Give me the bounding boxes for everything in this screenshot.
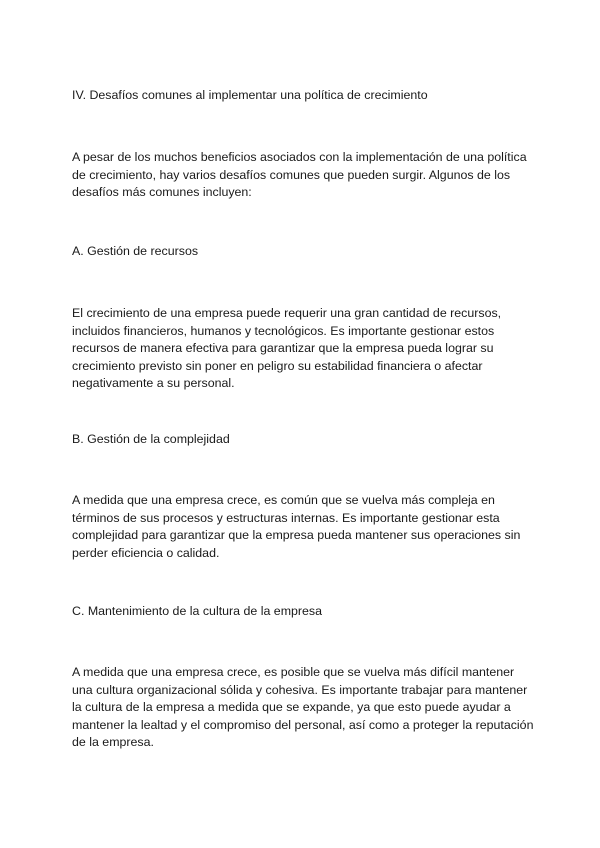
subsection-heading-b: B. Gestión de la complejidad: [72, 432, 230, 446]
intro-paragraph: A pesar de los muchos beneficios asociados con la implementación de una política de crecimiento, hay varios desafíos comunes que pueden surgir. Algunos de los desafíos más comunes incluyen:: [72, 150, 527, 199]
section-title: IV. Desafíos comunes al implementar una política de crecimiento: [72, 88, 428, 102]
subsection-paragraph-b: A medida que una empresa crece, es común que se vuelva más compleja en términos de sus procesos y estructuras internas. Es importante gestionar esta complejidad para garantizar que la empresa pueda mantener sus operaciones sin perder eficiencia o calidad.: [72, 493, 521, 560]
subsection-heading-a: A. Gestión de recursos: [72, 244, 199, 258]
subsection-paragraph-c: A medida que una empresa crece, es posible que se vuelva más difícil mantener una cultura organizacional sólida y cohesiva. Es importante trabajar para mantener la cultura de la empresa a medida que se expande, ya que esto puede ayudar a mantener la lealtad y el compromiso del personal, así como a proteger la reputación de la empresa.: [72, 665, 534, 749]
subsection-heading-c: C. Mantenimiento de la cultura de la empresa: [72, 604, 323, 618]
subsection-paragraph-a: El crecimiento de una empresa puede requerir una gran cantidad de recursos, incluidos financieros, humanos y tecnológicos. Es importante gestionar estos recursos de manera efectiva para garantizar que la empresa pueda lograr su crecimiento previsto sin poner en peligro su estabilidad financiera o afectar negativamente a su personal.: [72, 306, 502, 390]
